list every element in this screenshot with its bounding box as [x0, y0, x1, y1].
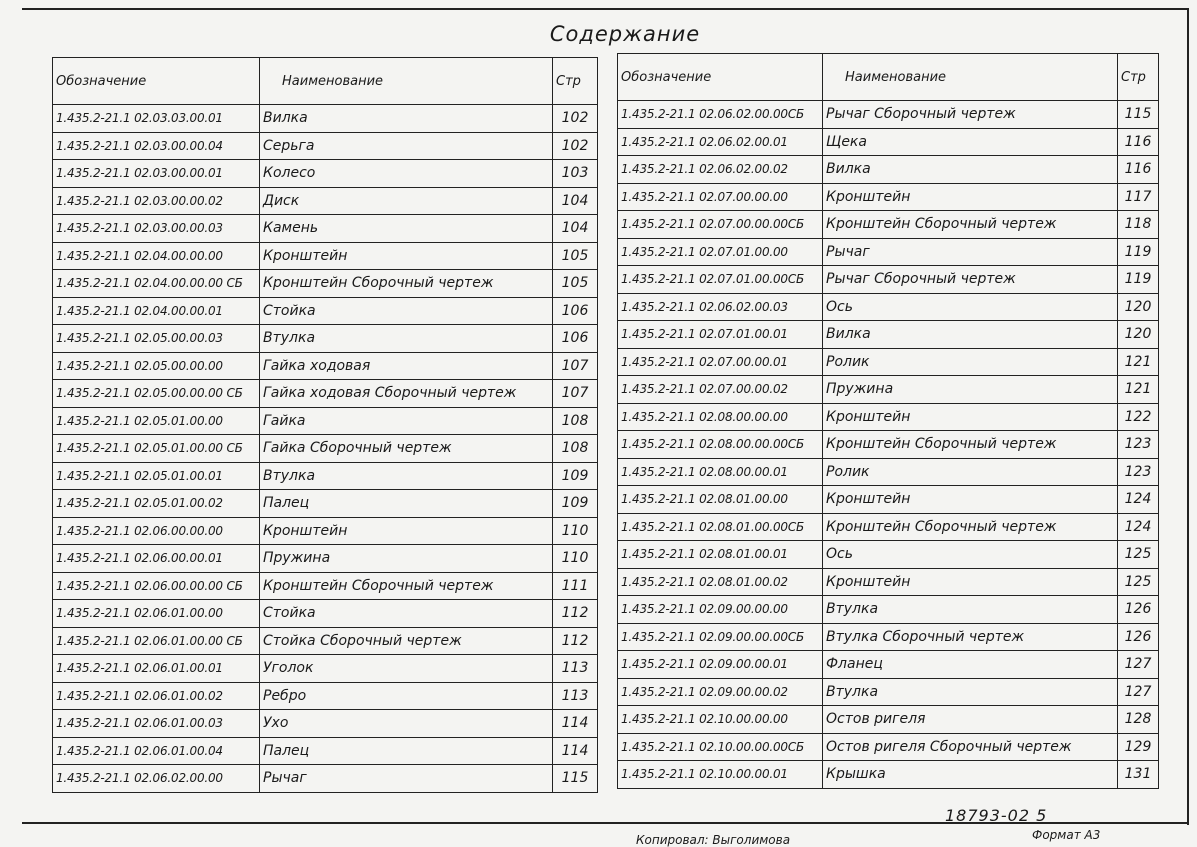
entry-page: 122	[1118, 403, 1159, 431]
toc-row	[53, 572, 598, 600]
entry-code: 1.435.2-21.1 02.08.01.00.01	[618, 541, 823, 569]
entry-code: 1.435.2-21.1 02.06.01.00.04	[53, 737, 260, 765]
toc-row	[618, 706, 1159, 734]
entry-code: 1.435.2-21.1 02.07.00.00.01	[618, 348, 823, 376]
entry-code: 1.435.2-21.1 02.06.01.00.00 СБ	[53, 627, 260, 655]
entry-name: Вилка	[260, 105, 553, 133]
entry-page: 110	[553, 545, 598, 573]
toc-row	[53, 517, 598, 545]
code-column-header: Обозначение	[618, 54, 823, 101]
toc-row	[53, 600, 598, 628]
entry-code: 1.435.2-21.1 02.03.00.00.03	[53, 215, 260, 243]
entry-code: 1.435.2-21.1 02.09.00.00.00	[618, 596, 823, 624]
entry-code: 1.435.2-21.1 02.04.00.00.01	[53, 297, 260, 325]
entry-name: Гайка ходовая Сборочный чертеж	[260, 380, 553, 408]
toc-row	[618, 293, 1159, 321]
page-column-header: Стр	[1118, 54, 1159, 101]
entry-name: Стойка Сборочный чертеж	[260, 627, 553, 655]
entry-code: 1.435.2-21.1 02.06.02.00.03	[618, 293, 823, 321]
entry-page: 126	[1118, 596, 1159, 624]
entry-name: Кронштейн	[823, 403, 1118, 431]
entry-code: 1.435.2-21.1 02.06.00.00.01	[53, 545, 260, 573]
entry-page: 106	[553, 297, 598, 325]
entry-name: Кронштейн Сборочный чертеж	[260, 572, 553, 600]
entry-code: 1.435.2-21.1 02.05.00.00.03	[53, 325, 260, 353]
entry-code: 1.435.2-21.1 02.06.01.00.03	[53, 710, 260, 738]
toc-row	[618, 156, 1159, 184]
toc-row	[618, 651, 1159, 679]
entry-code: 1.435.2-21.1 02.06.01.00.00	[53, 600, 260, 628]
toc-row	[53, 242, 598, 270]
toc-row	[618, 541, 1159, 569]
entry-name: Пружина	[260, 545, 553, 573]
entry-page: 117	[1118, 183, 1159, 211]
toc-row	[53, 710, 598, 738]
entry-page: 120	[1118, 321, 1159, 349]
entry-name: Вилка	[823, 156, 1118, 184]
entry-code: 1.435.2-21.1 02.05.01.00.01	[53, 462, 260, 490]
entry-code: 1.435.2-21.1 02.06.00.00.00 СБ	[53, 572, 260, 600]
entry-name: Кронштейн	[260, 517, 553, 545]
entry-code: 1.435.2-21.1 02.07.00.00.00СБ	[618, 211, 823, 239]
toc-row	[53, 297, 598, 325]
entry-page: 116	[1118, 156, 1159, 184]
entry-page: 102	[553, 105, 598, 133]
toc-row	[53, 160, 598, 188]
entry-name: Остов ригеля Сборочный чертеж	[823, 733, 1118, 761]
entry-name: Остов ригеля	[823, 706, 1118, 734]
toc-row	[53, 462, 598, 490]
toc-row	[618, 348, 1159, 376]
entry-code: 1.435.2-21.1 02.05.00.00.00	[53, 352, 260, 380]
entry-page: 112	[553, 627, 598, 655]
entry-page: 114	[553, 737, 598, 765]
entry-code: 1.435.2-21.1 02.09.00.00.00СБ	[618, 623, 823, 651]
toc-row	[53, 655, 598, 683]
entry-page: 115	[1118, 101, 1159, 129]
entry-name: Кронштейн Сборочный чертеж	[823, 211, 1118, 239]
entry-name: Втулка	[260, 462, 553, 490]
entry-page: 118	[1118, 211, 1159, 239]
entry-page: 114	[553, 710, 598, 738]
document-number: 18793-02 5	[945, 806, 1048, 825]
toc-row	[53, 187, 598, 215]
entry-name: Пружина	[823, 376, 1118, 404]
entry-name: Рычаг	[260, 765, 553, 793]
entry-code: 1.435.2-21.1 02.04.00.00.00	[53, 242, 260, 270]
sheet-format: Формат А3	[1032, 828, 1101, 842]
entry-name: Диск	[260, 187, 553, 215]
entry-code: 1.435.2-21.1 02.09.00.00.02	[618, 678, 823, 706]
entry-name: Камень	[260, 215, 553, 243]
entry-code: 1.435.2-21.1 02.06.01.00.01	[53, 655, 260, 683]
entry-name: Кронштейн	[823, 486, 1118, 514]
entry-name: Колесо	[260, 160, 553, 188]
entry-name: Кронштейн Сборочный чертеж	[823, 431, 1118, 459]
entry-name: Втулка	[823, 596, 1118, 624]
entry-name: Гайка ходовая	[260, 352, 553, 380]
entry-code: 1.435.2-21.1 02.06.02.00.00СБ	[618, 101, 823, 129]
entry-code: 1.435.2-21.1 02.06.01.00.02	[53, 682, 260, 710]
entry-page: 102	[553, 132, 598, 160]
entry-code: 1.435.2-21.1 02.08.01.00.02	[618, 568, 823, 596]
entry-page: 104	[553, 215, 598, 243]
entry-page: 107	[553, 352, 598, 380]
toc-row	[618, 238, 1159, 266]
toc-row	[618, 321, 1159, 349]
entry-page: 111	[553, 572, 598, 600]
entry-page: 109	[553, 462, 598, 490]
toc-row	[618, 596, 1159, 624]
entry-name: Серьга	[260, 132, 553, 160]
entry-code: 1.435.2-21.1 02.05.01.00.00	[53, 407, 260, 435]
toc-table-right	[617, 53, 1159, 789]
entry-page: 128	[1118, 706, 1159, 734]
entry-page: 121	[1118, 348, 1159, 376]
toc-row	[618, 266, 1159, 294]
entry-name: Палец	[260, 490, 553, 518]
entry-page: 105	[553, 270, 598, 298]
entry-page: 124	[1118, 486, 1159, 514]
entry-page: 113	[553, 682, 598, 710]
entry-page: 121	[1118, 376, 1159, 404]
entry-page: 116	[1118, 128, 1159, 156]
entry-page: 119	[1118, 266, 1159, 294]
entry-name: Гайка	[260, 407, 553, 435]
entry-name: Ролик	[823, 458, 1118, 486]
toc-row	[53, 105, 598, 133]
toc-row	[618, 376, 1159, 404]
entry-page: 124	[1118, 513, 1159, 541]
toc-row	[618, 623, 1159, 651]
entry-page: 119	[1118, 238, 1159, 266]
entry-name: Кронштейн	[823, 568, 1118, 596]
entry-name: Рычаг Сборочный чертеж	[823, 101, 1118, 129]
entry-name: Рычаг	[823, 238, 1118, 266]
copied-by-stamp: Копировал: Выголимова	[636, 833, 791, 847]
entry-name: Кронштейн Сборочный чертеж	[823, 513, 1118, 541]
toc-row	[53, 627, 598, 655]
toc-row	[618, 211, 1159, 239]
entry-name: Гайка Сборочный чертеж	[260, 435, 553, 463]
entry-name: Уголок	[260, 655, 553, 683]
entry-name: Втулка Сборочный чертеж	[823, 623, 1118, 651]
page-column-header: Стр	[553, 58, 598, 105]
entry-page: 108	[553, 407, 598, 435]
entry-page: 106	[553, 325, 598, 353]
entry-page: 123	[1118, 458, 1159, 486]
entry-code: 1.435.2-21.1 02.07.00.00.02	[618, 376, 823, 404]
entry-code: 1.435.2-21.1 02.07.01.00.00	[618, 238, 823, 266]
entry-page: 127	[1118, 678, 1159, 706]
entry-code: 1.435.2-21.1 02.10.00.00.00СБ	[618, 733, 823, 761]
entry-name: Ухо	[260, 710, 553, 738]
entry-name: Втулка	[260, 325, 553, 353]
toc-row	[53, 435, 598, 463]
toc-row	[618, 733, 1159, 761]
entry-page: 107	[553, 380, 598, 408]
toc-row	[618, 101, 1159, 129]
toc-row	[618, 403, 1159, 431]
toc-row	[618, 678, 1159, 706]
toc-row	[53, 380, 598, 408]
entry-code: 1.435.2-21.1 02.03.03.00.01	[53, 105, 260, 133]
toc-row	[53, 407, 598, 435]
toc-row	[53, 682, 598, 710]
entry-page: 105	[553, 242, 598, 270]
name-column-header: Наименование	[823, 54, 1118, 101]
entry-code: 1.435.2-21.1 02.08.00.00.00	[618, 403, 823, 431]
toc-table-left	[52, 57, 598, 793]
toc-row	[53, 132, 598, 160]
page-title: Содержание	[549, 22, 701, 46]
entry-page: 104	[553, 187, 598, 215]
toc-row	[618, 128, 1159, 156]
entry-name: Кронштейн Сборочный чертеж	[260, 270, 553, 298]
entry-name: Крышка	[823, 761, 1118, 789]
toc-row	[618, 431, 1159, 459]
entry-page: 125	[1118, 541, 1159, 569]
entry-code: 1.435.2-21.1 02.10.00.00.00	[618, 706, 823, 734]
entry-code: 1.435.2-21.1 02.07.01.00.01	[618, 321, 823, 349]
entry-code: 1.435.2-21.1 02.08.00.00.01	[618, 458, 823, 486]
entry-name: Ось	[823, 293, 1118, 321]
entry-page: 103	[553, 160, 598, 188]
toc-row	[53, 490, 598, 518]
entry-code: 1.435.2-21.1 02.06.02.00.00	[53, 765, 260, 793]
entry-name: Стойка	[260, 600, 553, 628]
entry-name: Ось	[823, 541, 1118, 569]
entry-name: Кронштейн	[260, 242, 553, 270]
entry-page: 120	[1118, 293, 1159, 321]
toc-row	[53, 545, 598, 573]
entry-page: 115	[553, 765, 598, 793]
entry-code: 1.435.2-21.1 02.10.00.00.01	[618, 761, 823, 789]
entry-name: Ролик	[823, 348, 1118, 376]
entry-page: 110	[553, 517, 598, 545]
entry-name: Ребро	[260, 682, 553, 710]
entry-name: Фланец	[823, 651, 1118, 679]
entry-code: 1.435.2-21.1 02.06.00.00.00	[53, 517, 260, 545]
toc-row	[618, 513, 1159, 541]
entry-code: 1.435.2-21.1 02.09.00.00.01	[618, 651, 823, 679]
entry-name: Втулка	[823, 678, 1118, 706]
entry-code: 1.435.2-21.1 02.03.00.00.04	[53, 132, 260, 160]
toc-row	[618, 486, 1159, 514]
entry-name: Щека	[823, 128, 1118, 156]
toc-row	[53, 765, 598, 793]
toc-row	[618, 568, 1159, 596]
entry-page: 125	[1118, 568, 1159, 596]
entry-page: 129	[1118, 733, 1159, 761]
entry-name: Вилка	[823, 321, 1118, 349]
entry-name: Стойка	[260, 297, 553, 325]
entry-page: 127	[1118, 651, 1159, 679]
entry-code: 1.435.2-21.1 02.04.00.00.00 СБ	[53, 270, 260, 298]
entry-code: 1.435.2-21.1 02.03.00.00.01	[53, 160, 260, 188]
toc-row	[53, 325, 598, 353]
entry-name: Рычаг Сборочный чертеж	[823, 266, 1118, 294]
entry-name: Кронштейн	[823, 183, 1118, 211]
toc-row	[53, 737, 598, 765]
entry-code: 1.435.2-21.1 02.07.00.00.00	[618, 183, 823, 211]
name-column-header: Наименование	[260, 58, 553, 105]
entry-code: 1.435.2-21.1 02.08.01.00.00	[618, 486, 823, 514]
toc-row	[53, 352, 598, 380]
entry-code: 1.435.2-21.1 02.07.01.00.00СБ	[618, 266, 823, 294]
entry-code: 1.435.2-21.1 02.08.00.00.00СБ	[618, 431, 823, 459]
entry-code: 1.435.2-21.1 02.06.02.00.01	[618, 128, 823, 156]
entry-code: 1.435.2-21.1 02.06.02.00.02	[618, 156, 823, 184]
toc-row	[618, 761, 1159, 789]
entry-page: 123	[1118, 431, 1159, 459]
entry-page: 108	[553, 435, 598, 463]
toc-row	[618, 183, 1159, 211]
code-column-header: Обозначение	[53, 58, 260, 105]
entry-code: 1.435.2-21.1 02.05.01.00.00 СБ	[53, 435, 260, 463]
toc-row	[53, 215, 598, 243]
entry-name: Палец	[260, 737, 553, 765]
entry-page: 113	[553, 655, 598, 683]
entry-code: 1.435.2-21.1 02.05.01.00.02	[53, 490, 260, 518]
entry-code: 1.435.2-21.1 02.03.00.00.02	[53, 187, 260, 215]
entry-page: 131	[1118, 761, 1159, 789]
entry-code: 1.435.2-21.1 02.08.01.00.00СБ	[618, 513, 823, 541]
entry-page: 109	[553, 490, 598, 518]
entry-page: 112	[553, 600, 598, 628]
toc-row	[53, 270, 598, 298]
entry-page: 126	[1118, 623, 1159, 651]
toc-header-row	[53, 58, 598, 105]
toc-row	[618, 458, 1159, 486]
entry-code: 1.435.2-21.1 02.05.00.00.00 СБ	[53, 380, 260, 408]
toc-header-row	[618, 54, 1159, 101]
